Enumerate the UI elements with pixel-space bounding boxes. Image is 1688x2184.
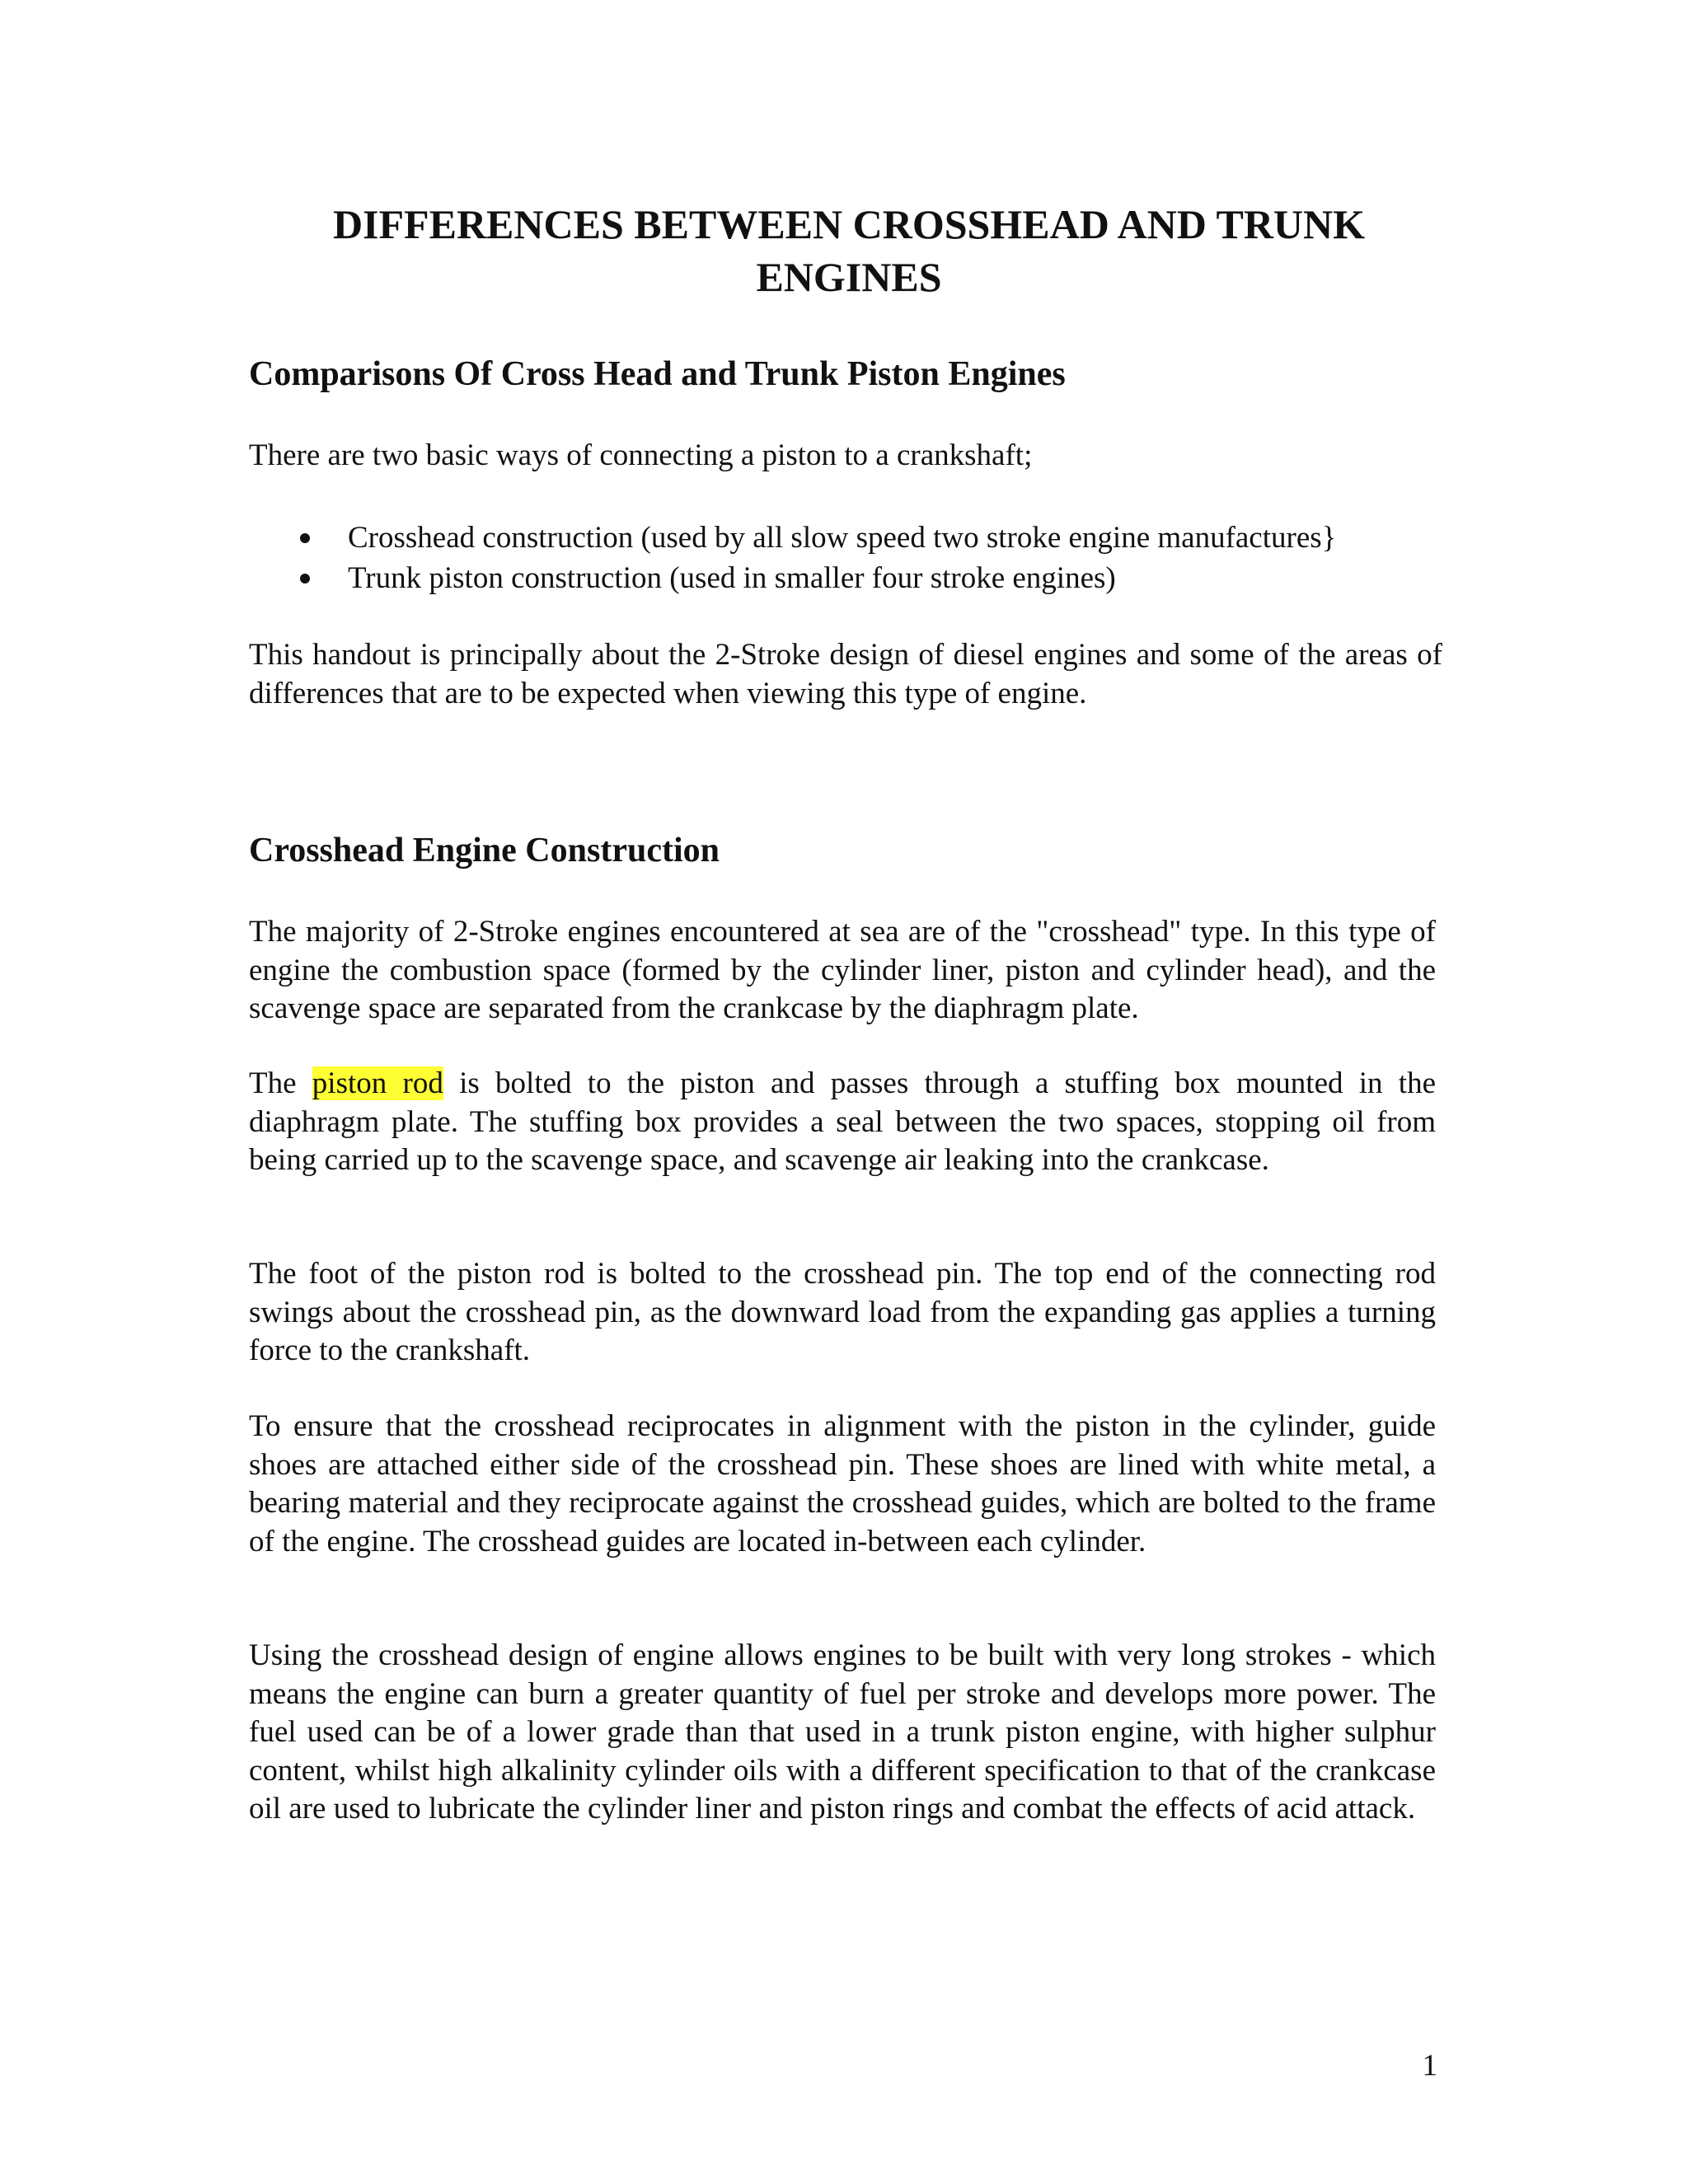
page-number: 1	[1422, 2049, 1437, 2083]
crosshead-paragraph-4: To ensure that the crosshead reciprocates in alignment with the piston in the cylinder, guide shoes are attached either side of the crosshead pin. These shoes are lined with white metal, a bearing material and they reciprocate against the crosshead guides, which are bolted to the frame of the engine. The crosshead guides are located in-between each cylinder.	[249, 1409, 1436, 1558]
bullet-text: Crosshead construction (used by all slow speed two stroke engine manufactures}	[348, 521, 1337, 555]
crosshead-paragraph-1: The majority of 2-Stroke engines encountered at sea are of the "crosshead" type. In this type of engine the combustion space (formed by the cylinder liner, piston and cylinder head), and the scavenge space are separated from the crankcase by the diaphragm plate.	[249, 915, 1436, 1025]
construction-bullet-list	[249, 518, 1485, 598]
crosshead-paragraph-2	[249, 1065, 1436, 1180]
bullet-dot-icon	[300, 533, 310, 543]
handout-scope-paragraph: This handout is principally about the 2-Stroke design of diesel engines and some of the areas of differences that are to be expected when viewing this type of engine.	[249, 638, 1442, 710]
highlighted-term: piston rod	[312, 1066, 443, 1100]
paragraph-text: is bolted to the piston and passes through a stuffing box mounted in the diaphragm plate. The stuffing box provides a seal between the two spaces, stopping oil from being carried up to the scavenge space, and scavenge air leaking into the crankcase.	[249, 1066, 1436, 1177]
paragraph-text: The	[249, 1066, 312, 1100]
crosshead-paragraph-3: The foot of the piston rod is bolted to the crosshead pin. The top end of the connecting rod swings about the crosshead pin, as the downward load from the expanding gas applies a turning force to the crankshaft.	[249, 1257, 1436, 1367]
intro-paragraph: There are two basic ways of connecting a piston to a crankshaft;	[249, 438, 1033, 472]
bullet-item-crosshead	[249, 518, 1485, 558]
bullet-dot-icon	[300, 574, 310, 583]
bullet-text: Trunk piston construction (used in smaller four stroke engines)	[348, 561, 1116, 595]
document-title: DIFFERENCES BETWEEN CROSSHEAD AND TRUNK ENGINES	[332, 201, 1366, 300]
bullet-item-trunk	[249, 558, 1485, 598]
crosshead-paragraph-5: Using the crosshead design of engine allows engines to be built with very long strokes - which means the engine can burn a greater quantity of fuel per stroke and develops more power. The fuel used can be of a lower grade than that used in a trunk piston engine, with higher sulphur content, whilst high alkalinity cylinder oils with a different specification to that of the crankcase oil are used to lubricate the cylinder liner and piston rings and combat the effects of acid attack.	[249, 1638, 1436, 1825]
section-heading-crosshead-construction: Crosshead Engine Construction	[249, 832, 720, 869]
section-heading-comparisons: Comparisons Of Cross Head and Trunk Piston Engines	[249, 355, 1066, 393]
